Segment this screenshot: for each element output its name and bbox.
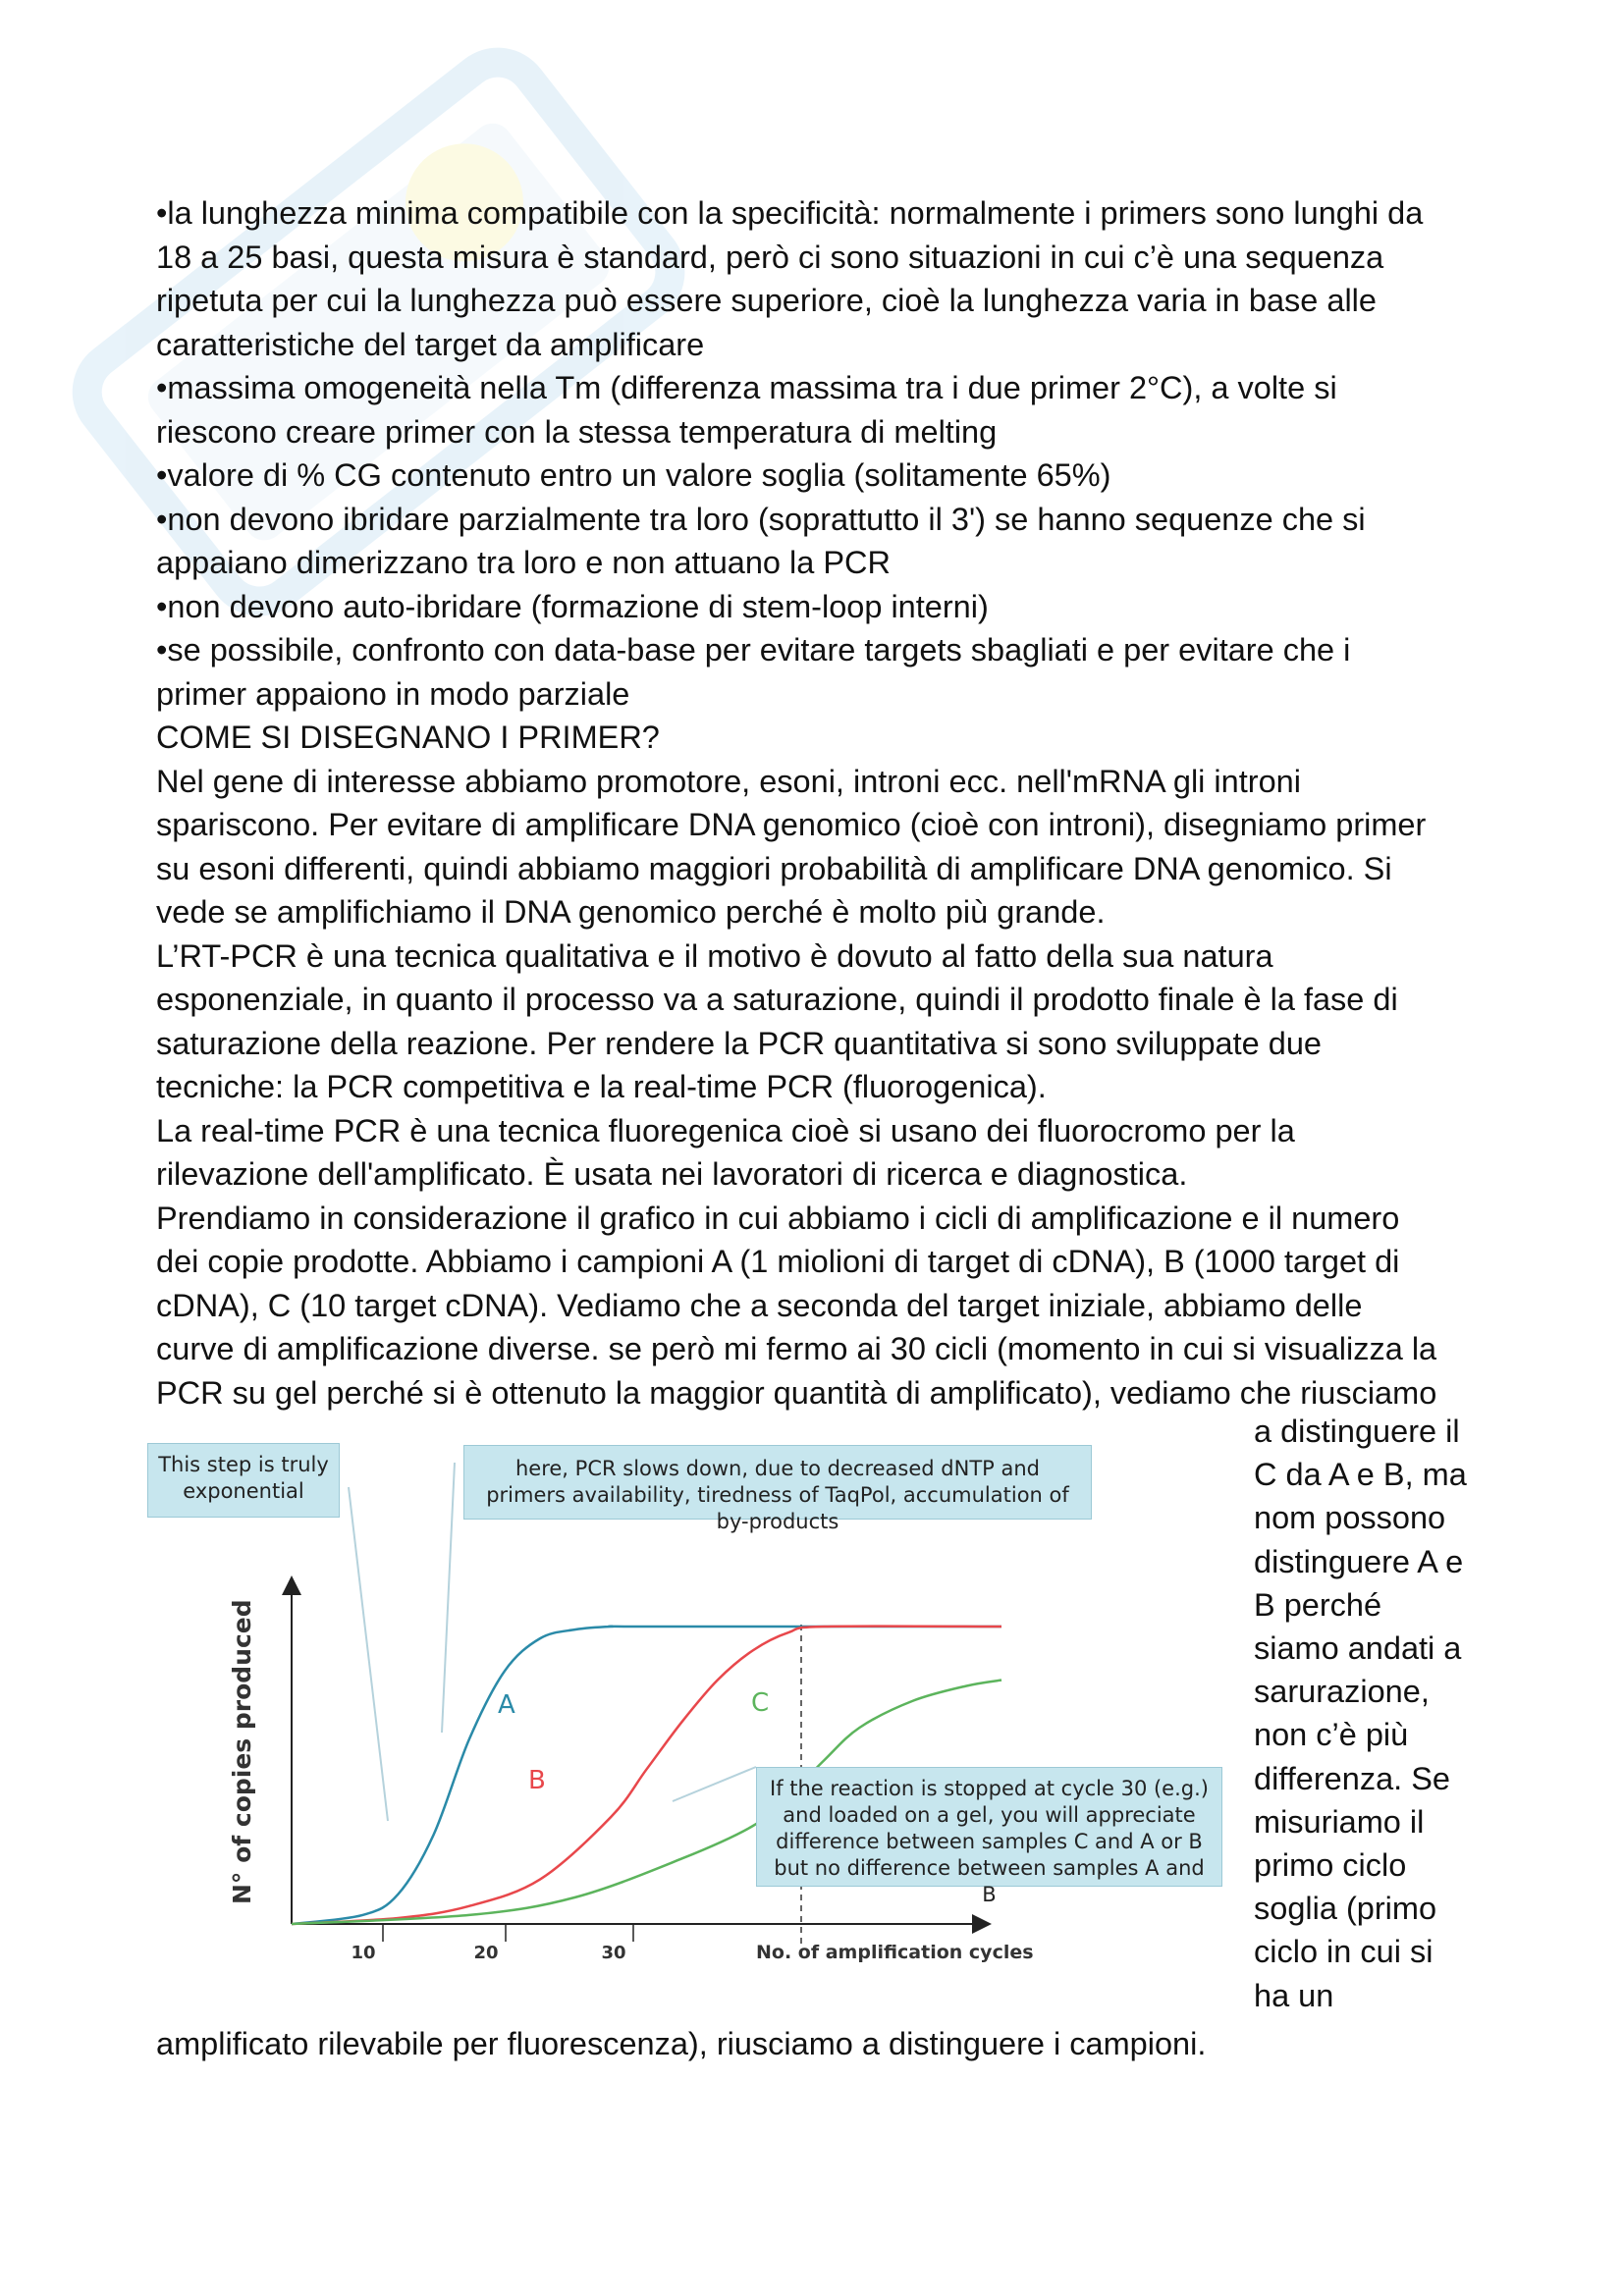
curve-label-b: B (528, 1766, 546, 1795)
curve-label-a: A (498, 1690, 515, 1720)
text-line: dei copie prodotte. Abbiamo i campioni A (1 miolioni di target di cDNA), B (1000 target di (156, 1244, 1400, 1279)
text-line: ripetuta per cui la lunghezza può essere superiore, cioè la lunghezza varia in base alle (156, 283, 1377, 318)
text-line: Prendiamo in considerazione il grafico in cui abbiamo i cicli di amplificazione e il numero (156, 1200, 1400, 1236)
leader-line (442, 1463, 455, 1733)
text-line: 18 a 25 basi, questa misura è standard, però ci sono situazioni in cui c’è una sequenza (156, 239, 1384, 275)
text-line: •se possibile, confronto con data-base per evitare targets sbagliati e per evitare che i (156, 632, 1351, 667)
wrap-text-line: ciclo in cui si (1254, 1934, 1434, 1970)
wrap-text-line: sarurazione, (1254, 1674, 1430, 1710)
text-line: riescono creare primer con la stessa temperatura di melting (156, 413, 998, 450)
wrap-text-line: non c’è più (1254, 1717, 1409, 1753)
body-text (156, 191, 1491, 1415)
annotation-exponential-box: This step is truly exponential (147, 1443, 340, 1518)
leader-line (673, 1767, 756, 1801)
wrapped-text-column (1254, 1410, 1509, 2017)
text-line: primer appaiono in modo parziale (156, 675, 630, 712)
x-axis-label: No. of amplification cycles (756, 1942, 1034, 1963)
annotation-slowdown-box: here, PCR slows down, due to decreased dNTP and primers availability, tiredness of TaqPol, accumulation of by-products (463, 1445, 1092, 1520)
wrap-text-line: C da A e B, ma (1254, 1457, 1467, 1493)
text-line: su esoni differenti, quindi abbiamo maggiori probabilità di amplificare DNA genomico. Si (156, 850, 1392, 886)
text-line: vede se amplifichiamo il DNA genomico perché è molto più grande. (156, 894, 1106, 930)
y-axis-label: N° of copies produced (228, 1599, 256, 1904)
wrap-text-line: soglia (primo (1254, 1891, 1437, 1927)
text-line: •massima omogeneità nella Tm (differenza massima tra i due primer 2°C), a volte si (156, 370, 1337, 405)
text-line: saturazione della reazione. Per rendere la PCR quantitativa si sono sviluppate due (156, 1025, 1322, 1061)
final-text-line: amplificato rilevabile per fluorescenza), riusciamo a distinguere i campioni. (156, 2026, 1207, 2061)
text-line: caratteristiche del target da amplificare (156, 326, 705, 362)
x-tick-label: 30 (601, 1943, 626, 1963)
wrap-text-line: distinguere A e (1254, 1543, 1464, 1579)
text-line: Nel gene di interesse abbiamo promotore, esoni, introni ecc. nell'mRNA gli introni (156, 763, 1301, 799)
annotation-cycle30-box: If the reaction is stopped at cycle 30 (e.g.) and loaded on a gel, you will appreciate difference between samples C and A or B but no difference between samples A and B (756, 1767, 1222, 1887)
wrap-text-line: a distinguere il (1254, 1414, 1460, 1449)
wrap-text-line: differenza. Se (1254, 1760, 1450, 1796)
pcr-amplification-figure (142, 1433, 1242, 1983)
text-line: L’RT-PCR è una tecnica qualitativa e il motivo è dovuto al fatto della sua natura (156, 937, 1273, 974)
text-line: curve di amplificazione diverse. se però mi fermo ai 30 cicli (momento in cui si visualizza la (156, 1331, 1437, 1366)
text-line: COME SI DISEGNANO I PRIMER? (156, 720, 660, 755)
wrap-text-line: ha un (1254, 1977, 1334, 2013)
text-line: cDNA), C (10 target cDNA). Vediamo che a seconda del target iniziale, abbiamo delle (156, 1287, 1363, 1323)
wrap-text-line: primo ciclo (1254, 1847, 1407, 1884)
text-line: tecniche: la PCR competitiva e la real-time PCR (fluorogenica). (156, 1069, 1047, 1104)
wrap-text-line: nom possono (1254, 1500, 1446, 1536)
text-line: •valore di % CG contenuto entro un valore soglia (solitamente 65%) (156, 457, 1111, 493)
x-tick-label: 10 (351, 1943, 376, 1963)
text-line: spariscono. Per evitare di amplificare DNA genomico (cioè con introni), disegniamo primer (156, 807, 1427, 842)
text-line: esponenziale, in quanto il processo va a saturazione, quindi il prodotto finale è la fase di (156, 982, 1398, 1017)
wrap-text-line: misuriamo il (1254, 1803, 1425, 1840)
wrap-text-line: siamo andati a (1254, 1630, 1462, 1667)
text-line: •non devono ibridare parzialmente tra loro (soprattutto il 3') se hanno sequenze che si (156, 501, 1366, 537)
text-line: •la lunghezza minima compatibile con la specificità: normalmente i primers sono lunghi da (156, 195, 1424, 231)
text-line: appaiano dimerizzano tra loro e non attuano la PCR (156, 545, 891, 580)
leader-line (349, 1487, 388, 1821)
text-line: PCR su gel perché si è ottenuto la maggior quantità di amplificato), vediamo che riusciamo (156, 1374, 1437, 1411)
text-line: •non devono auto-ibridare (formazione di stem-loop interni) (156, 588, 989, 624)
curve-label-c: C (751, 1688, 770, 1718)
text-line: La real-time PCR è una tecnica fluoregenica cioè si usano dei fluorocromo per la (156, 1112, 1295, 1148)
x-tick-label: 20 (473, 1943, 499, 1963)
wrap-text-line: B perché (1254, 1586, 1382, 1623)
text-line: rilevazione dell'amplificato. È usata nei lavoratori di ricerca e diagnostica. (156, 1156, 1188, 1192)
